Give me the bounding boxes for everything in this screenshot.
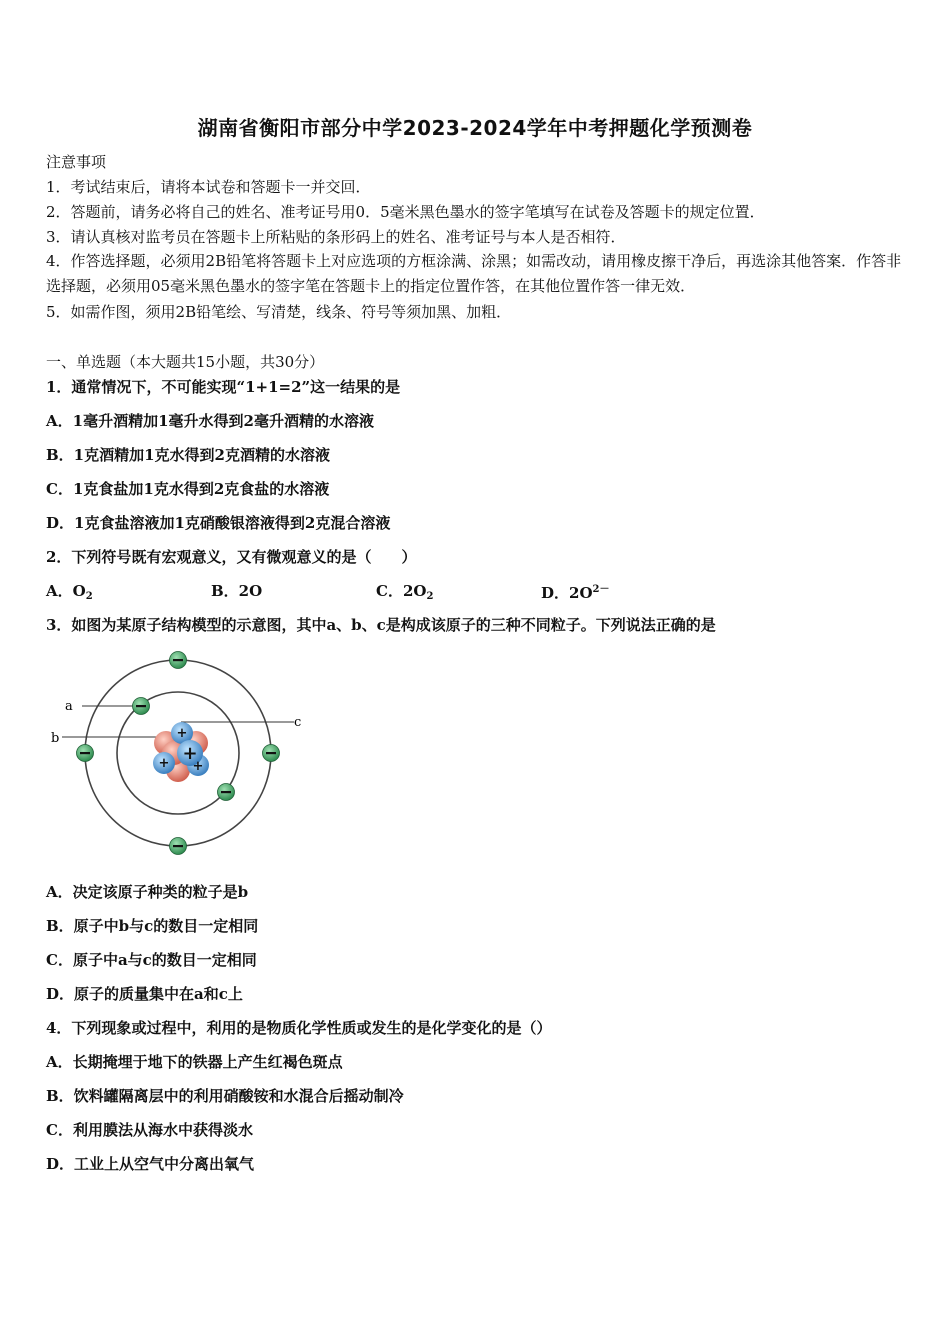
notice-item-3: 3．请认真核对监考员在答题卡上所粘贴的条形码上的姓名、准考证号与本人是否相符． bbox=[46, 228, 626, 246]
label-b: b bbox=[51, 731, 60, 746]
atom-structure-diagram bbox=[46, 645, 306, 860]
plus-sign-icon: + bbox=[176, 726, 188, 741]
notice-heading: 注意事项 bbox=[46, 153, 107, 171]
electron bbox=[133, 698, 150, 715]
question-3-option-a: A．决定该原子种类的粒子是b bbox=[46, 883, 249, 901]
question-1-option-a: A．1毫升酒精加1毫升水得到2毫升酒精的水溶液 bbox=[46, 412, 374, 430]
question-3-stem: 3．如图为某原子结构模型的示意图，其中a、b、c是构成该原子的三种不同粒子。下列说法正确的是 bbox=[46, 616, 716, 634]
question-3-option-d: D．原子的质量集中在a和c上 bbox=[46, 985, 243, 1003]
question-4-stem: 4．下列现象或过程中，利用的是物质化学性质或发生的是化学变化的是（） bbox=[46, 1019, 552, 1037]
question-2-option-d: D．$2O^{2-}$ bbox=[541, 584, 610, 602]
question-2-stem: 2．下列符号既有宏观意义，又有微观意义的是（ ） bbox=[46, 548, 417, 566]
plus-sign-icon: + bbox=[192, 759, 204, 774]
question-4-option-a: A．长期掩埋于地下的铁器上产生红褐色斑点 bbox=[46, 1053, 343, 1071]
question-1-option-b: B．1克酒精加1克水得到2克酒精的水溶液 bbox=[46, 446, 330, 464]
page-title: 湖南省衡阳市部分中学2023-2024学年中考押题化学预测卷 bbox=[197, 116, 753, 140]
question-1-option-c: C．1克食盐加1克水得到2克食盐的水溶液 bbox=[46, 480, 330, 498]
label-a: a bbox=[65, 699, 73, 714]
notice-item-5: 5．如需作图，须用2B铅笔绘、写清楚，线条、符号等须加黑、加粗． bbox=[46, 303, 512, 321]
question-1-option-d: D．1克食盐溶液加1克硝酸银溶液得到2克混合溶液 bbox=[46, 514, 391, 532]
electron bbox=[77, 745, 94, 762]
question-2-option-c: C．$2O_2$ bbox=[376, 582, 434, 602]
electron bbox=[170, 838, 187, 855]
question-2-options bbox=[46, 580, 746, 602]
question-4-option-b: B．饮料罐隔离层中的利用硝酸铵和水混合后摇动制冷 bbox=[46, 1087, 404, 1105]
plus-sign-icon: + bbox=[158, 756, 170, 771]
electron bbox=[263, 745, 280, 762]
notice-item-2: 2．答题前，请务必将自己的姓名、准考证号用0．5毫米黑色墨水的签字笔填写在试卷及答题卡的规定位置． bbox=[46, 203, 765, 221]
electron bbox=[218, 784, 235, 801]
plus-sign-icon: + bbox=[182, 743, 198, 764]
question-2-option-a: A．$O_2$ bbox=[46, 582, 93, 602]
question-3-option-b: B．原子中b与c的数目一定相同 bbox=[46, 917, 259, 935]
electron bbox=[170, 652, 187, 669]
question-2-option-b: B．2O bbox=[211, 582, 263, 600]
notice-item-4: 4．作答选择题，必须用2B铅笔将答题卡上对应选项的方框涂满、涂黑；如需改动，请用橡皮擦干净后，再选涂其他答案．作答非选择题，必须用05毫米黑色墨水的签字笔在答题卡上的指定位置作答，在其他位置作答一律无效． bbox=[46, 252, 902, 295]
nucleus bbox=[153, 722, 209, 782]
notice-item-1: 1．考试结束后，请将本试卷和答题卡一并交回． bbox=[46, 178, 371, 196]
question-4-option-c: C．利用膜法从海水中获得淡水 bbox=[46, 1121, 253, 1139]
question-1-stem: 1．通常情况下，不可能实现“1+1=2”这一结果的是 bbox=[46, 378, 401, 396]
question-3-option-c: C．原子中a与c的数目一定相同 bbox=[46, 951, 257, 969]
question-4-option-d: D．工业上从空气中分离出氧气 bbox=[46, 1155, 255, 1173]
section-heading: 一、单选题（本大题共15小题，共30分） bbox=[46, 353, 325, 371]
label-c: c bbox=[294, 715, 302, 730]
